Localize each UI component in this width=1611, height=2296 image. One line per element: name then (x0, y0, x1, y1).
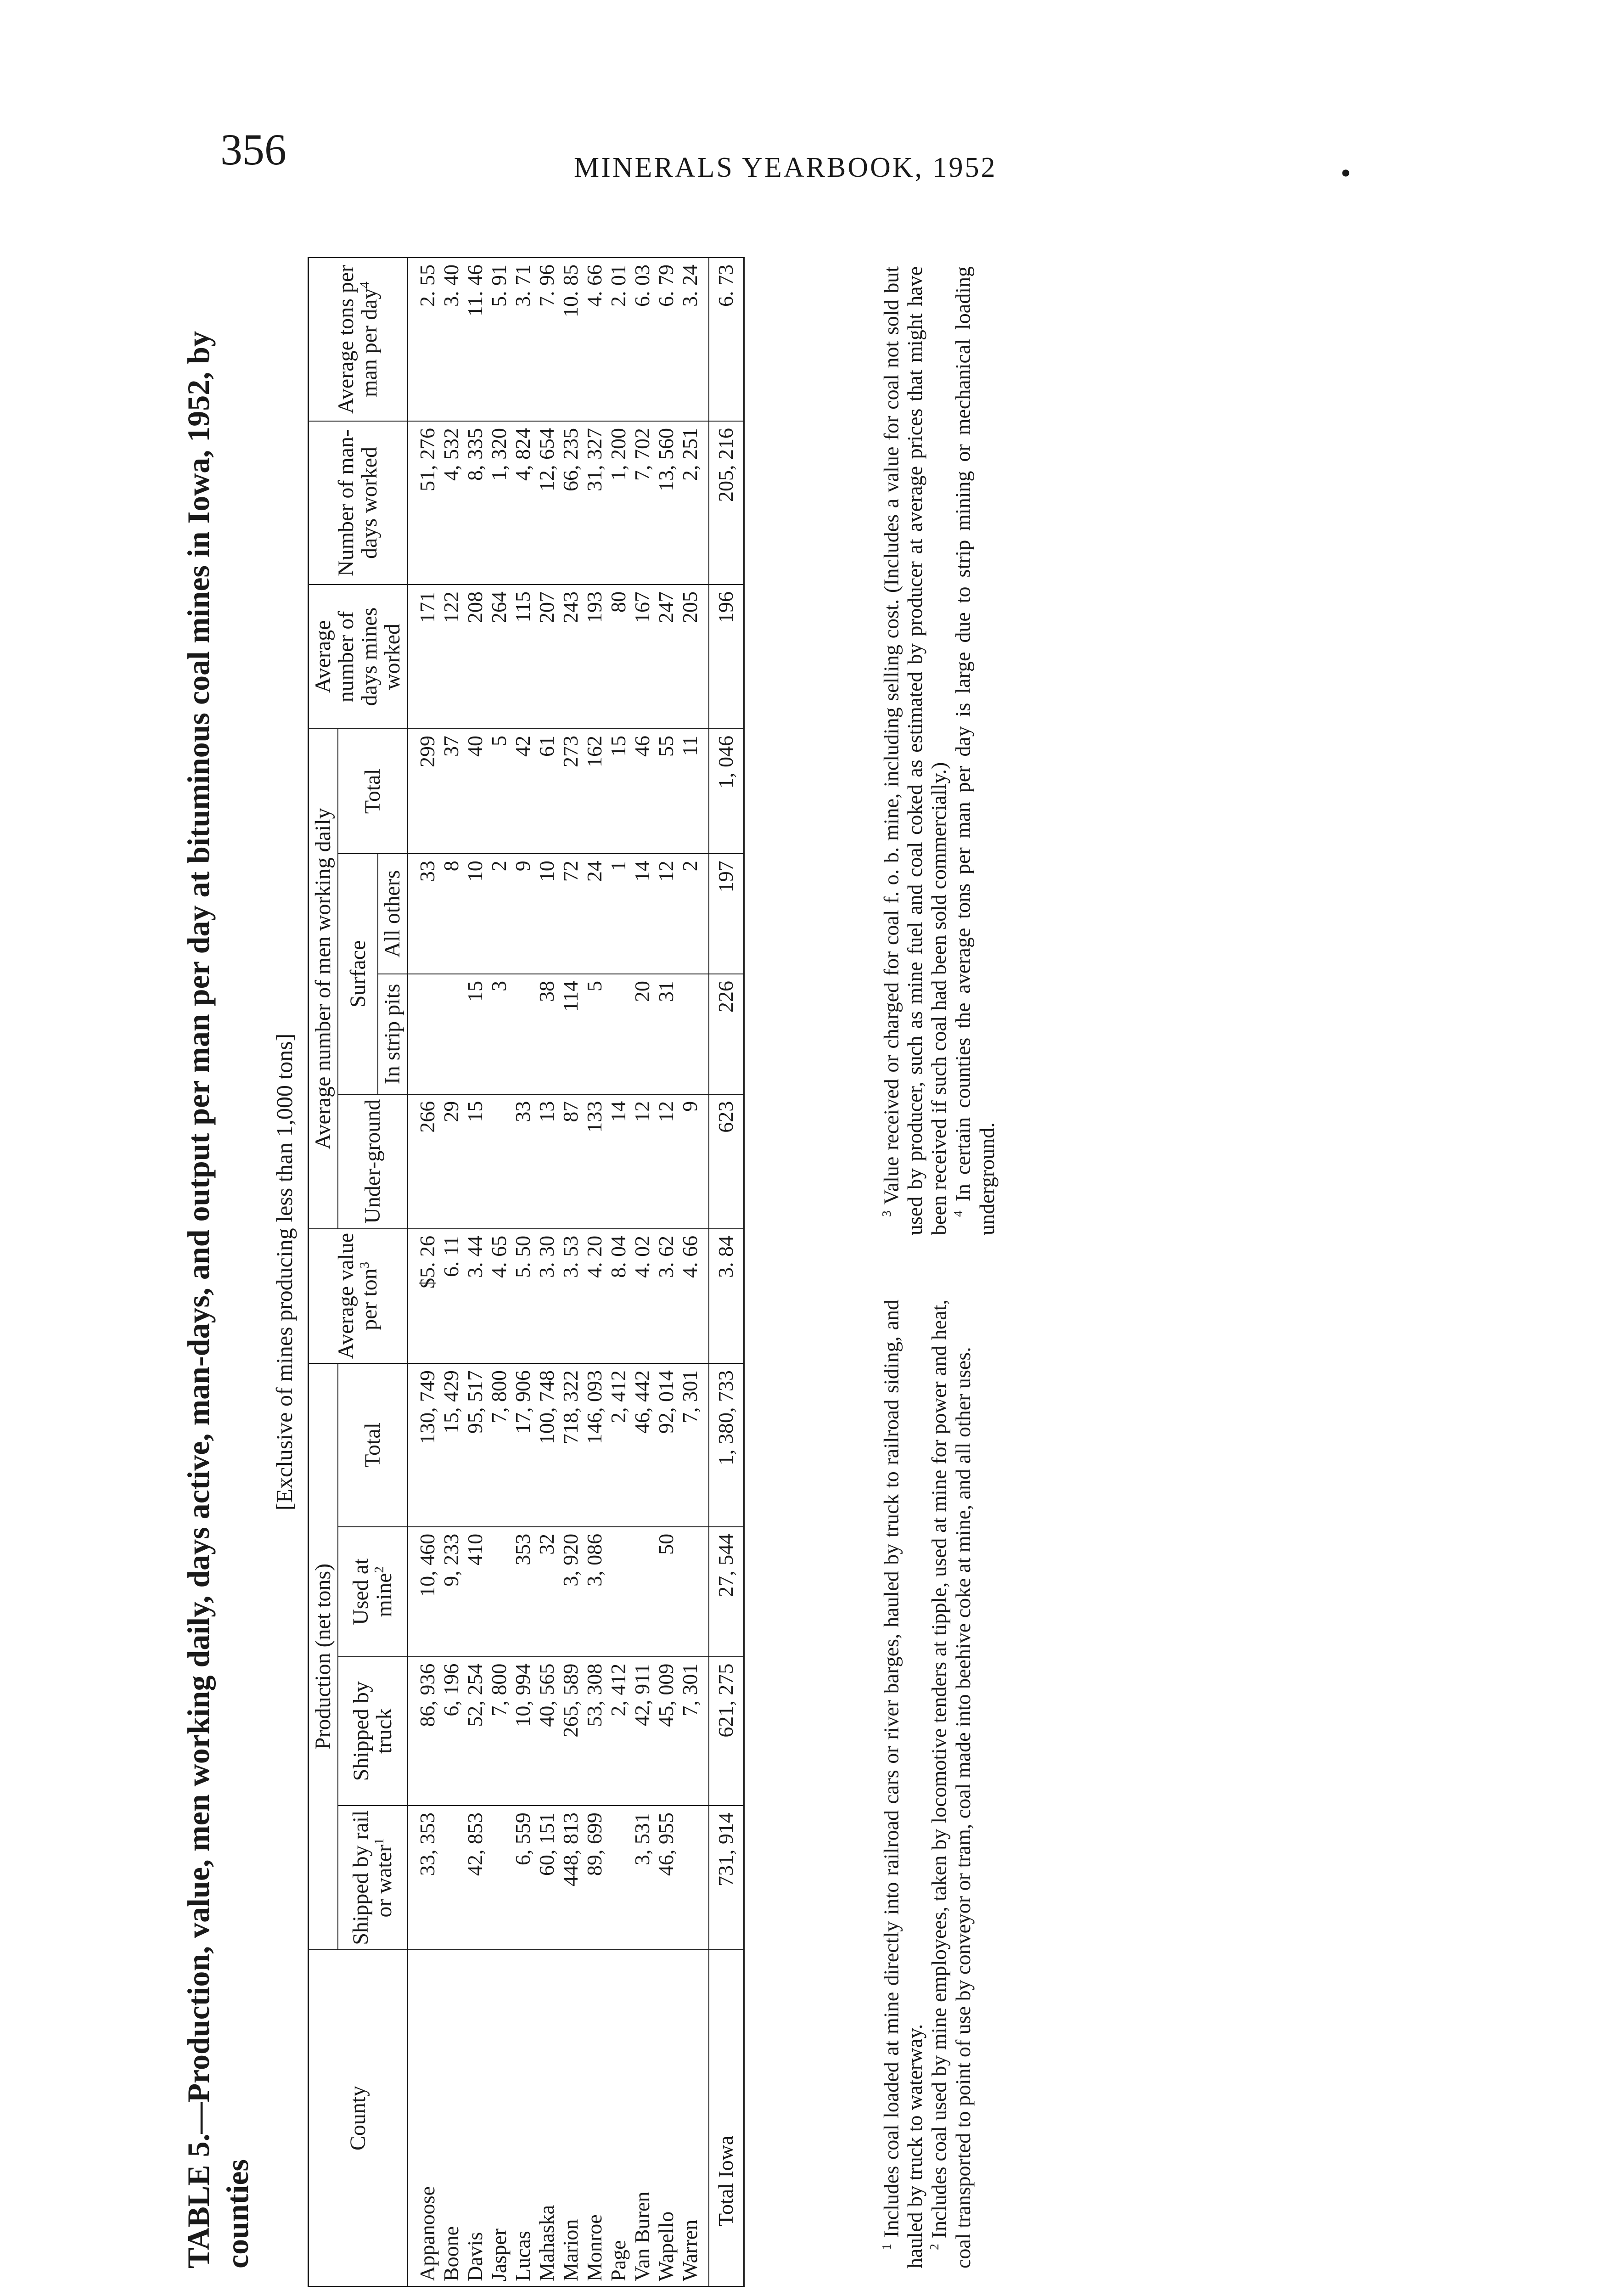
cell-rail: 46, 955 (654, 1806, 678, 1950)
rotated-table-region (174, 257, 1102, 2287)
cell-value: 3. 30 (535, 1229, 559, 1363)
header-man-days: Number of man-days worked (309, 421, 408, 585)
cell-total: 2, 412 (606, 1363, 630, 1527)
cell-man-days: 66, 235 (559, 421, 583, 585)
table-row (606, 258, 630, 2286)
footnotes-right (879, 266, 999, 1235)
cell-others: 10 (463, 854, 487, 974)
cell-used: 353 (511, 1527, 535, 1657)
cell-man-days: 12, 654 (535, 421, 559, 585)
total-others: 197 (709, 854, 744, 974)
cell-used (630, 1527, 654, 1657)
table-row (535, 258, 559, 2286)
cell-others: 10 (535, 854, 559, 974)
cell-days: 243 (559, 585, 583, 729)
table-row (654, 258, 678, 2286)
cell-rail: 6, 559 (511, 1806, 535, 1950)
cell-others: 33 (408, 854, 439, 974)
footnote-4: $^4$ In certain counties the average tons per man per day is large due to strip mining or mechanical loading underground. (951, 266, 999, 1235)
total-truck: 621, 275 (709, 1657, 744, 1806)
table-row (583, 258, 606, 2286)
table-row (487, 258, 511, 2286)
cell-total: 17, 906 (511, 1363, 535, 1527)
header-all-others: All others (378, 854, 407, 974)
cell-others: 2 (678, 854, 709, 974)
cell-truck: 6, 196 (439, 1657, 463, 1806)
table-note: [Exclusive of mines producing less than 1,000 tons] (271, 1033, 297, 1511)
cell-man-days: 4, 532 (439, 421, 463, 585)
cell-days: 207 (535, 585, 559, 729)
cell-rail: 33, 353 (408, 1806, 439, 1950)
header-strip-pits: In strip pits (378, 974, 407, 1094)
total-tons: 6. 73 (709, 258, 744, 421)
cell-others: 14 (630, 854, 654, 974)
table-row (408, 258, 439, 2286)
cell-value: 6. 11 (439, 1229, 463, 1363)
header-tons-per-man: Average tons per man per day$^4$ (309, 258, 408, 421)
footnote-2: $^2$ Includes coal used by mine employees, taken by locomotive tenders at tipple, used at mine for power and heat, coal transported to point of use by conveyor or tram, coal made into beehive coke at mine, and all other uses. (927, 1299, 975, 2268)
table-row (678, 258, 709, 2286)
cell-rail (606, 1806, 630, 1950)
county-name: Jasper (487, 1950, 511, 2286)
cell-used: 9, 233 (439, 1527, 463, 1657)
cell-man-days: 1, 320 (487, 421, 511, 585)
cell-tons: 3. 40 (439, 258, 463, 421)
cell-rail: 448, 813 (559, 1806, 583, 1950)
cell-total: 95, 517 (463, 1363, 487, 1527)
cell-underground: 14 (606, 1094, 630, 1229)
county-name: Warren (678, 1950, 709, 2286)
cell-others: 24 (583, 854, 606, 974)
cell-man-days: 2, 251 (678, 421, 709, 585)
cell-others: 9 (511, 854, 535, 974)
cell-used: 10, 460 (408, 1527, 439, 1657)
cell-underground: 29 (439, 1094, 463, 1229)
header-men-total: Total (338, 729, 407, 854)
cell-used (487, 1527, 511, 1657)
cell-underground: 87 (559, 1094, 583, 1229)
cell-underground: 266 (408, 1094, 439, 1229)
total-label: Total Iowa (709, 1950, 744, 2286)
cell-total: 146, 093 (583, 1363, 606, 1527)
cell-value: 4. 65 (487, 1229, 511, 1363)
header-production-total: Total (338, 1363, 407, 1527)
cell-strip: 15 (463, 974, 487, 1094)
header-surface: Surface (338, 854, 378, 1094)
cell-men-total: 11 (678, 729, 709, 854)
cell-men-total: 61 (535, 729, 559, 854)
cell-man-days: 13, 560 (654, 421, 678, 585)
cell-truck: 7, 800 (487, 1657, 511, 1806)
cell-underground: 9 (678, 1094, 709, 1229)
cell-men-total: 15 (606, 729, 630, 854)
cell-used (606, 1527, 630, 1657)
cell-value: $5. 26 (408, 1229, 439, 1363)
table-row (439, 258, 463, 2286)
cell-value: 3. 62 (654, 1229, 678, 1363)
cell-underground: 12 (654, 1094, 678, 1229)
cell-men-total: 46 (630, 729, 654, 854)
cell-man-days: 7, 702 (630, 421, 654, 585)
cell-man-days: 1, 200 (606, 421, 630, 585)
cell-tons: 10. 85 (559, 258, 583, 421)
county-name: Boone (439, 1950, 463, 2286)
cell-tons: 7. 96 (535, 258, 559, 421)
cell-men-total: 42 (511, 729, 535, 854)
cell-others: 72 (559, 854, 583, 974)
table-row (630, 258, 654, 2286)
cell-tons: 2. 01 (606, 258, 630, 421)
total-strip: 226 (709, 974, 744, 1094)
cell-used: 50 (654, 1527, 678, 1657)
cell-tons: 6. 03 (630, 258, 654, 421)
total-rail: 731, 914 (709, 1806, 744, 1950)
cell-used: 3, 086 (583, 1527, 606, 1657)
cell-days: 80 (606, 585, 630, 729)
county-name: Davis (463, 1950, 487, 2286)
header-county: County (309, 1950, 408, 2286)
cell-man-days: 31, 327 (583, 421, 606, 585)
header-men-working: Average number of men working daily (309, 729, 338, 1229)
total-man-days: 205, 216 (709, 421, 744, 585)
cell-tons: 11. 46 (463, 258, 487, 421)
footnotes (879, 266, 999, 2268)
cell-days: 208 (463, 585, 487, 729)
cell-value: 3. 44 (463, 1229, 487, 1363)
county-name: Monroe (583, 1950, 606, 2286)
page-number: 356 (220, 125, 286, 174)
header-average-days: Average number of days mines worked (309, 585, 408, 729)
cell-truck: 40, 565 (535, 1657, 559, 1806)
table-body (408, 258, 744, 2286)
cell-strip: 31 (654, 974, 678, 1094)
header-shipped-rail: Shipped by rail or water$^1$ (338, 1806, 407, 1950)
cell-total: 46, 442 (630, 1363, 654, 1527)
header-average-value: Average value per ton$^3$ (309, 1229, 408, 1363)
cell-truck: 45, 009 (654, 1657, 678, 1806)
cell-others: 8 (439, 854, 463, 974)
cell-tons: 2. 55 (408, 258, 439, 421)
total-underground: 623 (709, 1094, 744, 1229)
cell-total: 92, 014 (654, 1363, 678, 1527)
cell-total: 15, 429 (439, 1363, 463, 1527)
county-name: Appanoose (408, 1950, 439, 2286)
production-table (308, 257, 745, 2287)
cell-truck: 2, 412 (606, 1657, 630, 1806)
total-value: 3. 84 (709, 1229, 744, 1363)
cell-rail (487, 1806, 511, 1950)
header-used-at-mine: Used at mine$^2$ (338, 1527, 407, 1657)
cell-truck: 42, 911 (630, 1657, 654, 1806)
county-name: Wapello (654, 1950, 678, 2286)
cell-strip: 38 (535, 974, 559, 1094)
cell-others: 1 (606, 854, 630, 974)
cell-days: 171 (408, 585, 439, 729)
total-men-total: 1, 046 (709, 729, 744, 854)
cell-value: 3. 53 (559, 1229, 583, 1363)
cell-rail: 3, 531 (630, 1806, 654, 1950)
cell-underground: 13 (535, 1094, 559, 1229)
cell-value: 8. 04 (606, 1229, 630, 1363)
cell-underground: 12 (630, 1094, 654, 1229)
table-row (559, 258, 583, 2286)
cell-rail (439, 1806, 463, 1950)
total-row (709, 258, 744, 2286)
cell-men-total: 40 (463, 729, 487, 854)
county-name: Page (606, 1950, 630, 2286)
cell-value: 4. 20 (583, 1229, 606, 1363)
cell-truck: 53, 308 (583, 1657, 606, 1806)
cell-others: 12 (654, 854, 678, 974)
cell-underground: 133 (583, 1094, 606, 1229)
cell-strip: 114 (559, 974, 583, 1094)
cell-tons: 3. 71 (511, 258, 535, 421)
cell-truck: 7, 301 (678, 1657, 709, 1806)
cell-strip (439, 974, 463, 1094)
county-name: Mahaska (535, 1950, 559, 2286)
total-days: 196 (709, 585, 744, 729)
cell-strip: 5 (583, 974, 606, 1094)
table-row (463, 258, 487, 2286)
total-total: 1, 380, 733 (709, 1363, 744, 1527)
cell-days: 122 (439, 585, 463, 729)
county-name: Lucas (511, 1950, 535, 2286)
cell-used: 3, 920 (559, 1527, 583, 1657)
cell-rail: 89, 699 (583, 1806, 606, 1950)
cell-value: 5. 50 (511, 1229, 535, 1363)
cell-days: 264 (487, 585, 511, 729)
cell-strip (408, 974, 439, 1094)
cell-value: 4. 02 (630, 1229, 654, 1363)
table-title: TABLE 5.—Production, value, men working daily, days active, man-days, and output per man per day at bituminous coal mines in Iowa, 1952, by counties (181, 331, 255, 2268)
cell-rail: 42, 853 (463, 1806, 487, 1950)
header-shipped-truck: Shipped by truck (338, 1657, 407, 1806)
cell-days: 247 (654, 585, 678, 729)
cell-value: 4. 66 (678, 1229, 709, 1363)
cell-days: 167 (630, 585, 654, 729)
cell-total: 7, 800 (487, 1363, 511, 1527)
cell-strip (606, 974, 630, 1094)
cell-men-total: 299 (408, 729, 439, 854)
table-row (511, 258, 535, 2286)
cell-strip: 20 (630, 974, 654, 1094)
cell-rail (678, 1806, 709, 1950)
cell-others: 2 (487, 854, 511, 974)
cell-strip: 3 (487, 974, 511, 1094)
table-header (309, 258, 408, 2286)
header-production: Production (net tons) (309, 1363, 338, 1950)
footnote-3: $^3$ Value received or charged for coal f. o. b. mine, including selling cost. (Includes a value for coal not sold but used by producer, such as mine fuel and coal coked as estimated by producer at average prices that might have been received if such coal had been sold commercially.) (879, 266, 951, 1235)
running-header: MINERALS YEARBOOK, 1952 (574, 152, 997, 183)
cell-used: 410 (463, 1527, 487, 1657)
county-name: Marion (559, 1950, 583, 2286)
cell-underground (487, 1094, 511, 1229)
cell-men-total: 37 (439, 729, 463, 854)
cell-tons: 6. 79 (654, 258, 678, 421)
cell-tons: 5. 91 (487, 258, 511, 421)
cell-days: 115 (511, 585, 535, 729)
cell-total: 130, 749 (408, 1363, 439, 1527)
total-used: 27, 544 (709, 1527, 744, 1657)
cell-strip (511, 974, 535, 1094)
county-name: Van Buren (630, 1950, 654, 2286)
cell-man-days: 4, 824 (511, 421, 535, 585)
cell-man-days: 8, 335 (463, 421, 487, 585)
cell-tons: 4. 66 (583, 258, 606, 421)
cell-total: 7, 301 (678, 1363, 709, 1527)
cell-underground: 15 (463, 1094, 487, 1229)
footnotes-left (879, 1300, 999, 2268)
cell-men-total: 162 (583, 729, 606, 854)
cell-used: 32 (535, 1527, 559, 1657)
cell-strip (678, 974, 709, 1094)
cell-truck: 10, 994 (511, 1657, 535, 1806)
cell-total: 718, 322 (559, 1363, 583, 1527)
cell-tons: 3. 24 (678, 258, 709, 421)
cell-used (678, 1527, 709, 1657)
cell-days: 193 (583, 585, 606, 729)
cell-rail: 60, 151 (535, 1806, 559, 1950)
bullet-mark: • (1341, 157, 1351, 189)
cell-men-total: 273 (559, 729, 583, 854)
cell-men-total: 55 (654, 729, 678, 854)
header-underground: Under-ground (338, 1094, 407, 1229)
cell-days: 205 (678, 585, 709, 729)
footnote-1: $^1$ Includes coal loaded at mine directly into railroad cars or river barges, hauled by truck to railroad siding, and hauled by truck to waterway. (879, 1299, 927, 2268)
cell-truck: 52, 254 (463, 1657, 487, 1806)
cell-truck: 265, 589 (559, 1657, 583, 1806)
cell-underground: 33 (511, 1094, 535, 1229)
cell-truck: 86, 936 (408, 1657, 439, 1806)
cell-total: 100, 748 (535, 1363, 559, 1527)
cell-men-total: 5 (487, 729, 511, 854)
cell-man-days: 51, 276 (408, 421, 439, 585)
